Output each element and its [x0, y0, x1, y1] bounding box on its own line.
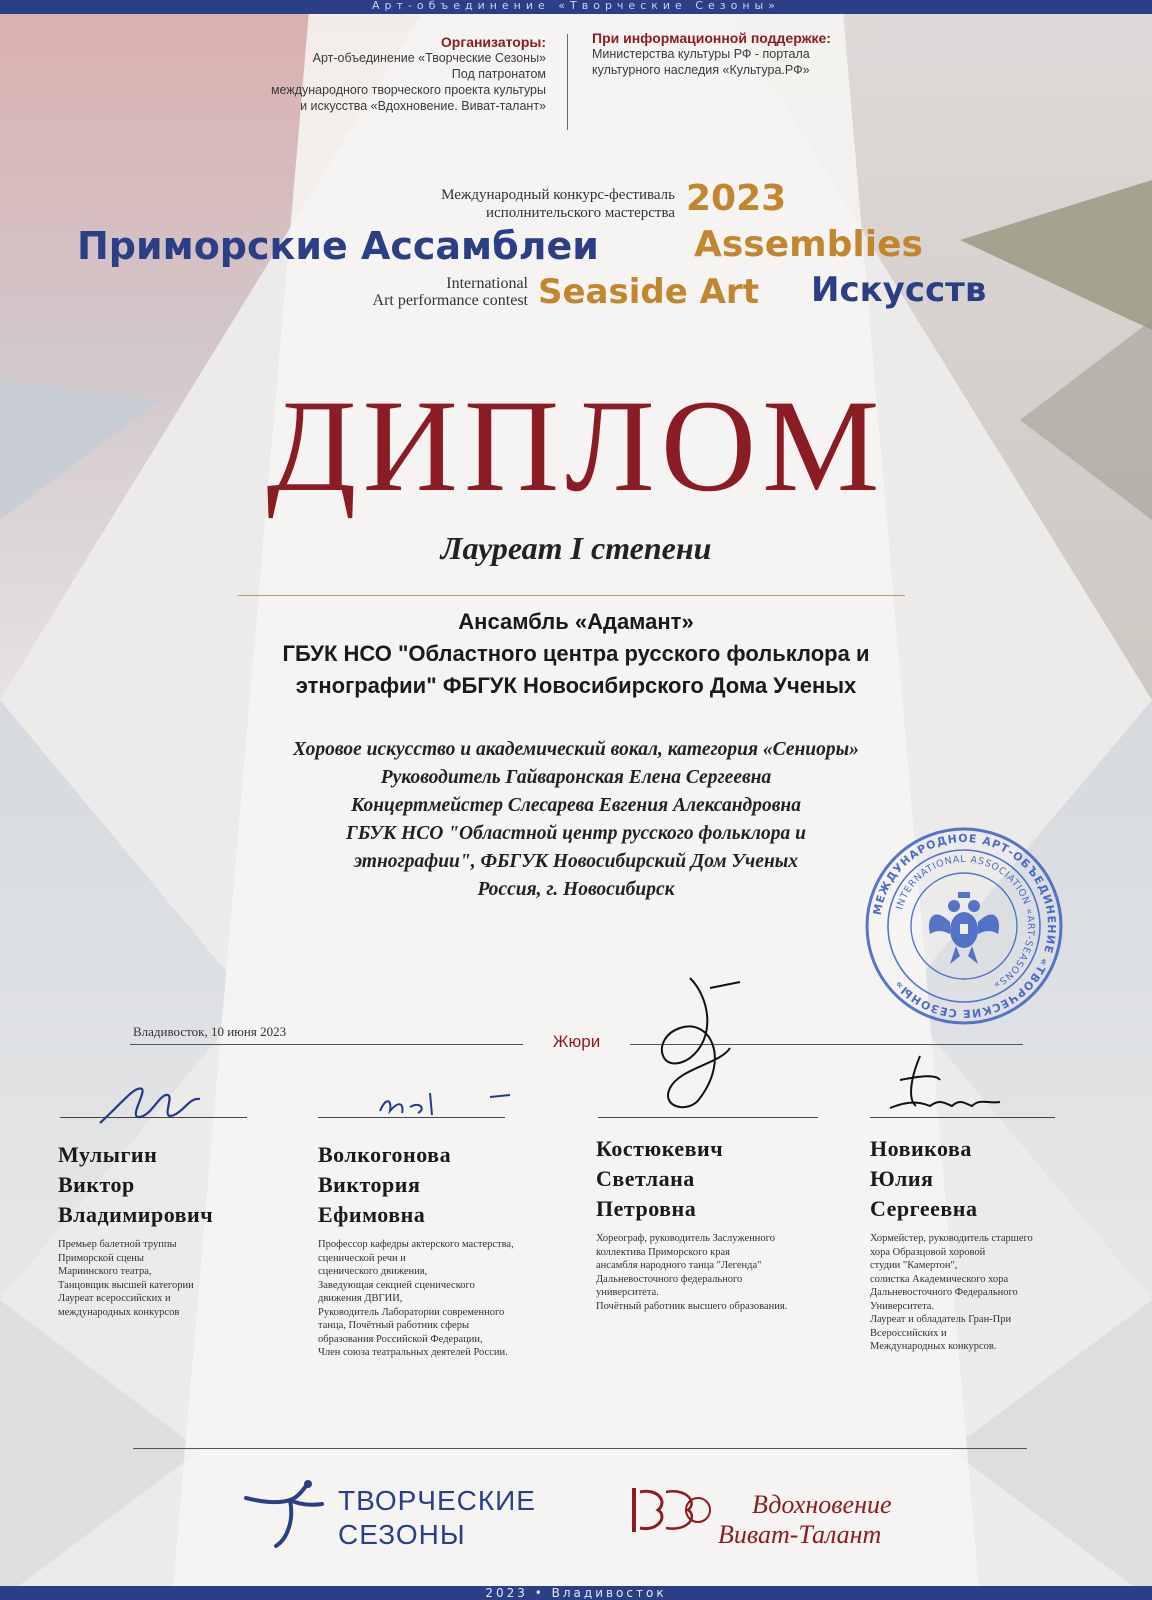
- jury-description-line: коллектива Приморского края: [596, 1246, 730, 1258]
- place-date: Владивосток, 10 июня 2023: [133, 1024, 287, 1039]
- jury-description-line: Дальневосточного федерального: [596, 1273, 743, 1285]
- jury-member: [870, 1134, 1110, 1354]
- organizers-line: и искусства «Вдохновение. Виват-талант»: [300, 99, 546, 113]
- jury-description-line: Танцовщик высшей категории: [58, 1279, 194, 1291]
- jury-member-first-name: Юлия: [870, 1166, 934, 1191]
- jury-description-line: Международных конкурсов.: [870, 1341, 997, 1352]
- jury-description-line: движения ДВГИИ,: [318, 1293, 403, 1304]
- festival-subtitle-ru-line: исполнительского мастерства: [486, 205, 675, 221]
- info-support-line: культурного наследия «Культура.РФ»: [592, 63, 810, 77]
- organizers-line: международного творческого проекта культуры: [270, 83, 546, 97]
- vivat-talant-logo: [718, 1490, 892, 1550]
- jury-description-line: танца, Почётный работник сферы: [318, 1320, 470, 1331]
- jury-description-line: Профессор кафедры актерского мастерства,: [318, 1239, 514, 1250]
- jury-description-line: Заведующая секцией сценического: [318, 1279, 475, 1291]
- recipient-line: этнографии" ФБГУК Новосибирского Дома Ученых: [295, 673, 857, 698]
- jury-description-line: Лауреат всероссийских и: [58, 1293, 171, 1304]
- jury-description-line: Приморской сцены: [58, 1252, 144, 1264]
- jury-member-surname: Новикова: [870, 1136, 972, 1161]
- ballerina-logo-icon: [242, 1478, 332, 1548]
- info-support-line: Министерства культуры РФ - портала: [592, 47, 810, 61]
- jury-member-patronymic: Петровна: [596, 1196, 697, 1221]
- jury-member: [318, 1140, 588, 1360]
- festival-year: 2023: [686, 178, 787, 219]
- recipient-line: Ансамбль «Адамант»: [458, 609, 694, 634]
- jury-member-name: [318, 1140, 588, 1230]
- organizers-line: Арт-объединение «Творческие Сезоны»: [312, 51, 546, 65]
- vivat-talant-emblem-icon: [628, 1482, 714, 1538]
- jury-member-name: [596, 1134, 858, 1224]
- jury-member-name: [58, 1140, 328, 1230]
- top-banner-text: Арт-объединение «Творческие Сезоны»: [372, 0, 780, 12]
- svg-text:INTERNATIONAL ASSOCIATION «ART: INTERNATIONAL ASSOCIATION «ART-SEASONS»: [894, 853, 1037, 991]
- official-seal: [864, 826, 1064, 1026]
- organizers-block: [230, 34, 546, 114]
- jury-member-description: [58, 1238, 328, 1319]
- festival-title-ru-2: Искусств: [811, 270, 987, 310]
- jury-description-line: Член союза театральных деятелей России.: [318, 1347, 508, 1358]
- jury-member-patronymic: Владимирович: [58, 1202, 214, 1227]
- jury-description-line: Лауреат и обладатель Гран-При: [870, 1314, 1012, 1325]
- jury-member-patronymic: Ефимовна: [318, 1202, 426, 1227]
- jury-member-first-name: Виктор: [58, 1172, 135, 1197]
- jury-description-line: Мариинского театра,: [58, 1266, 152, 1277]
- jury-member-description: [596, 1232, 858, 1313]
- jury-description-line: студии "Камертон",: [870, 1260, 958, 1271]
- organizers-heading: Организаторы:: [440, 34, 546, 50]
- jury-description-line: университета.: [596, 1287, 659, 1298]
- jury-line-left: [130, 1044, 523, 1045]
- jury-description-line: Премьер балетной труппы: [58, 1239, 177, 1250]
- festival-title-en-2: Seaside Art: [538, 272, 759, 312]
- jury-member-patronymic: Сергеевна: [870, 1196, 978, 1221]
- festival-title-ru-1: Приморские Ассамблеи: [77, 224, 599, 268]
- signature-4: [880, 1050, 1030, 1120]
- footer-banner-text: 2023 • Владивосток: [485, 1586, 667, 1600]
- award-divider: [238, 595, 905, 596]
- details-line: Россия, г. Новосибирск: [477, 879, 675, 900]
- jury-member-name: [870, 1134, 1110, 1224]
- jury-member-surname: Костюкевич: [596, 1136, 724, 1161]
- details-line: ГБУК НСО "Областной центр русского фольклора и: [346, 823, 806, 844]
- jury-member: [58, 1140, 328, 1319]
- organizers-line: Под патронатом: [451, 67, 546, 81]
- jury-member-description: [318, 1238, 588, 1360]
- festival-title-en-1: Assemblies: [694, 224, 923, 265]
- jury-description-line: Университета.: [870, 1300, 935, 1312]
- diploma-title: ДИПЛОМ: [266, 372, 886, 519]
- vivat-talant-logo-line: Виват-Талант: [718, 1520, 882, 1549]
- festival-subtitle-en-line: Art performance contest: [372, 292, 528, 309]
- jury-description-line: сценического движения,: [318, 1266, 428, 1277]
- details-line: этнографии", ФБГУК Новосибирский Дом Ученых: [353, 851, 799, 872]
- signature-2: [370, 1085, 520, 1125]
- jury-member-description: [870, 1232, 1110, 1354]
- recipient-line: ГБУК НСО "Областного центра русского фольклора и: [282, 641, 870, 666]
- jury-description-line: Почётный работник высшего образования.: [596, 1300, 788, 1312]
- jury-description-line: хора Образцовой хоровой: [870, 1246, 986, 1258]
- jury-description-line: Руководитель Лаборатории современного: [318, 1306, 505, 1318]
- double-headed-eagle-icon: [929, 892, 999, 964]
- svg-text:МЕЖДУНАРОДНОЕ АРТ-ОБЪЕДИНЕНИЕ: МЕЖДУНАРОДНОЕ АРТ-ОБЪЕДИНЕНИЕ «ТВОРЧЕСКИЕ СЕЗОНЫ»: [870, 831, 1059, 1021]
- details-line: Концертмейстер Слесарева Евгения Александровна: [350, 795, 801, 816]
- creative-seasons-logo: [338, 1484, 536, 1552]
- jury-description-line: Всероссийских и: [870, 1327, 947, 1339]
- festival-subtitle-en-line: International: [446, 275, 528, 292]
- details-line: Руководитель Гайваронская Елена Сергеевна: [380, 767, 772, 788]
- jury-description-line: образования Российской Федерации,: [318, 1333, 483, 1345]
- signature-3: [620, 968, 770, 1128]
- info-support-block: [592, 30, 922, 78]
- creative-seasons-logo-line: ТВОРЧЕСКИЕ: [338, 1485, 536, 1516]
- jury-description-line: международных конкурсов: [58, 1306, 180, 1318]
- jury-description-line: Хормейстер, руководитель старшего: [870, 1233, 1033, 1244]
- footer-banner: [0, 1586, 1152, 1600]
- jury-description-line: Дальневосточного Федерального: [870, 1287, 1018, 1298]
- footer-divider: [133, 1448, 1027, 1449]
- recipient-block: [130, 606, 1022, 702]
- creative-seasons-logo-line: СЕЗОНЫ: [338, 1519, 466, 1550]
- top-banner: [0, 0, 1152, 14]
- jury-description-line: сценической речи и: [318, 1252, 406, 1264]
- festival-subtitle-en: [300, 275, 528, 309]
- info-support-heading: При информационной поддержке:: [592, 30, 831, 46]
- jury-description-line: ансамбля народного танца "Легенда": [596, 1260, 762, 1271]
- jury-member-first-name: Светлана: [596, 1166, 695, 1191]
- header-divider: [567, 34, 568, 130]
- jury-member-surname: Мулыгин: [58, 1142, 158, 1167]
- festival-subtitle-ru-line: Международный конкурс-фестиваль: [441, 187, 675, 203]
- signature-1: [80, 1075, 230, 1135]
- jury-label: Жюри: [552, 1032, 601, 1051]
- jury-member-first-name: Виктория: [318, 1172, 421, 1197]
- vivat-talant-logo-line: Вдохновение: [752, 1490, 892, 1519]
- festival-subtitle-ru: [330, 186, 675, 222]
- jury-description-line: Хореограф, руководитель Заслуженного: [596, 1233, 775, 1244]
- award-level: Лауреат I степени: [440, 530, 712, 566]
- details-line: Хоровое искусство и академический вокал, категория «Сениоры»: [293, 739, 859, 760]
- jury-description-line: солистка Академического хора: [870, 1273, 1009, 1285]
- jury-member-surname: Волкогонова: [318, 1142, 452, 1167]
- jury-member: [596, 1134, 858, 1313]
